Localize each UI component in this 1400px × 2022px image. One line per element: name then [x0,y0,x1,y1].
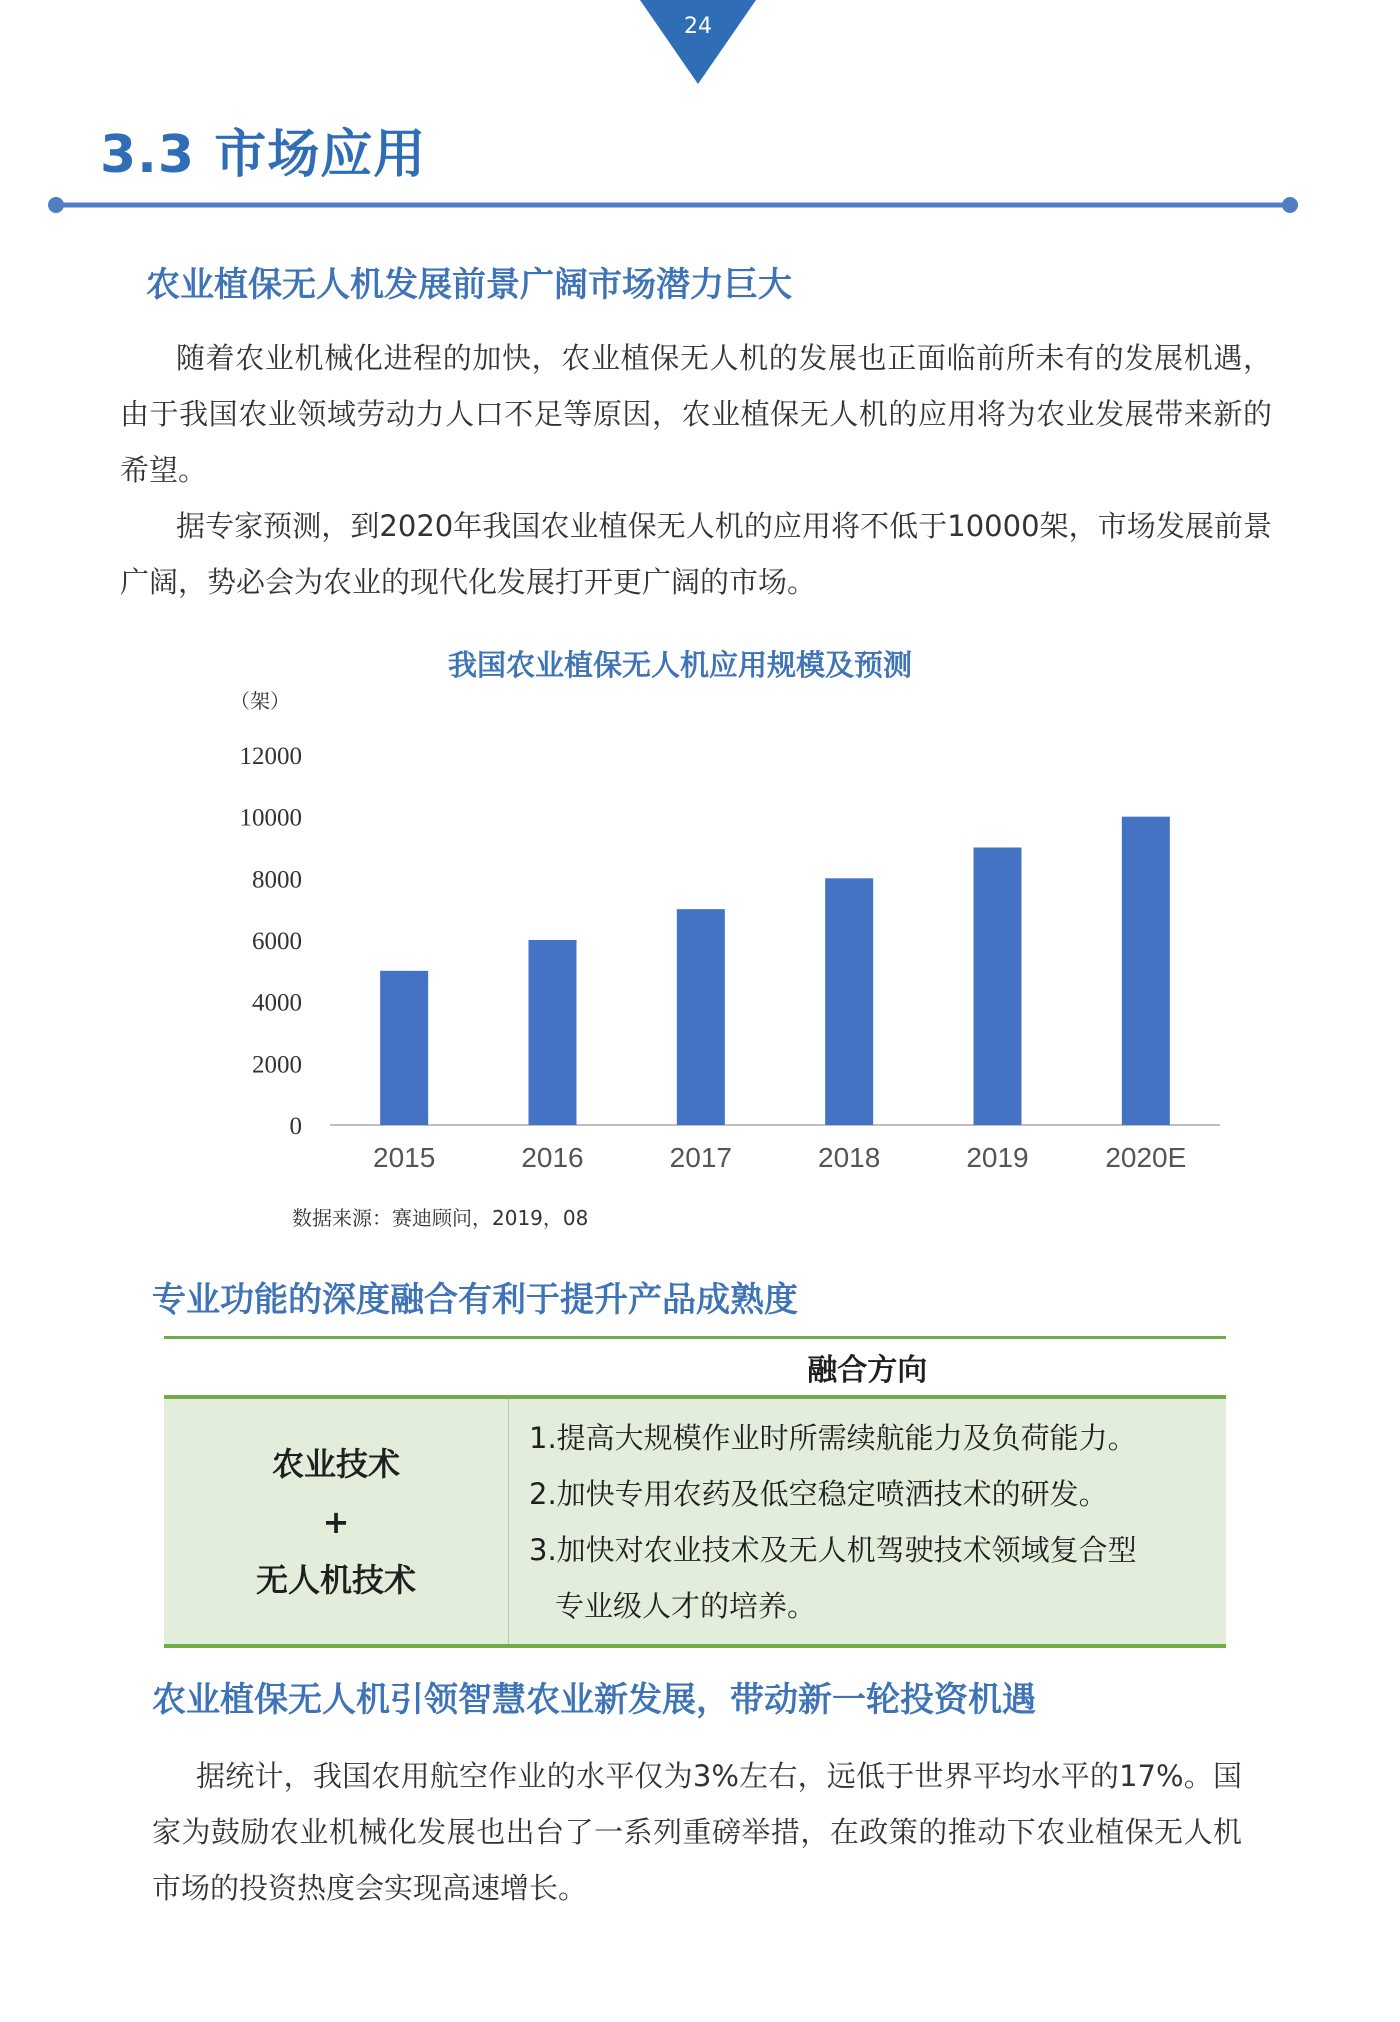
y-tick-label-2: 4000 [252,989,302,1017]
bar-2016 [529,940,577,1125]
page-number-tab [640,0,756,84]
y-tick-label-6: 12000 [239,743,302,770]
bar-chart-svg [210,640,1230,1240]
x-tick-label-2019: 2019 [966,1142,1029,1173]
drone-technology-label: 无人机技术 [255,1560,416,1599]
page-number: 24 [684,14,712,39]
plus-sign: + [322,1502,350,1541]
x-tick-label-2018: 2018 [818,1142,881,1173]
bar-2015 [380,971,428,1125]
x-tick-label-2017: 2017 [669,1142,732,1173]
title-divider [48,196,1298,214]
paragraph-investment: 据统计，我国农用航空作业的水平仅为3%左右，远低于世界平均水平的17%。国家为鼓励农业机械化发展也出台了一系列重磅举措，在政策的推动下农业植保无人机市场的投资热度会实现高速增长。 [152,1759,1242,1905]
x-tick-label-2016: 2016 [521,1142,584,1173]
bar-2019 [974,848,1022,1126]
section-title: 3.3 市场应用 [100,125,427,185]
y-tick-label-4: 8000 [252,866,302,894]
drone-application-chart [210,640,1230,1240]
section-heading-investment: 农业植保无人机引领智慧农业新发展，带动新一轮投资机遇 [152,1680,1036,1720]
chart-title: 我国农业植保无人机应用规模及预测 [447,648,913,682]
direction-item-2: 2.加快专用农药及低空稳定喷洒技术的研发。 [529,1476,1108,1511]
x-tick-label-2020E: 2020E [1105,1142,1187,1173]
table-header-integration-direction: 融合方向 [509,1338,1227,1398]
paragraph-prospects-2: 据专家预测，到2020年我国农业植保无人机的应用将不低于10000架，市场发展前景广阔，势必会为农业的现代化发展打开更广阔的市场。 [120,509,1272,599]
y-tick-label-5: 10000 [239,804,302,832]
section-heading-integration: 专业功能的深度融合有利于提升产品成熟度 [152,1280,798,1320]
bar-2020E [1122,817,1170,1125]
direction-item-3-continued: 专业级人才的培养。 [555,1588,817,1623]
integration-table [164,1336,1226,1648]
y-tick-label-1: 2000 [252,1051,302,1079]
y-tick-label-3: 6000 [252,928,302,955]
y-tick-label-0: 0 [289,1113,302,1140]
direction-item-1: 1.提高大规模作业时所需续航能力及负荷能力。 [529,1420,1137,1455]
chart-source-note: 数据来源：赛迪顾问，2019，08 [292,1206,589,1230]
table-cell-technology-combination [164,1397,509,1646]
paragraph-prospects-1: 随着农业机械化进程的加快，农业植保无人机的发展也正面临前所未有的发展机遇，由于我国农业领域劳动力人口不足等原因，农业植保无人机的应用将为农业发展带来新的希望。 [120,341,1272,487]
chart-y-axis-unit: （架） [230,689,290,713]
bar-2017 [677,909,725,1125]
section-heading-prospects: 农业植保无人机发展前景广阔市场潜力巨大 [146,265,792,305]
table-row [164,1397,1226,1646]
bar-2018 [825,878,873,1125]
table-header-left-empty [164,1338,509,1398]
x-tick-label-2015: 2015 [373,1142,436,1173]
direction-item-3: 3.加快对农业技术及无人机驾驶技术领域复合型 [529,1532,1137,1567]
agricultural-technology-label: 农业技术 [271,1444,400,1483]
table-cell-directions [509,1397,1227,1646]
